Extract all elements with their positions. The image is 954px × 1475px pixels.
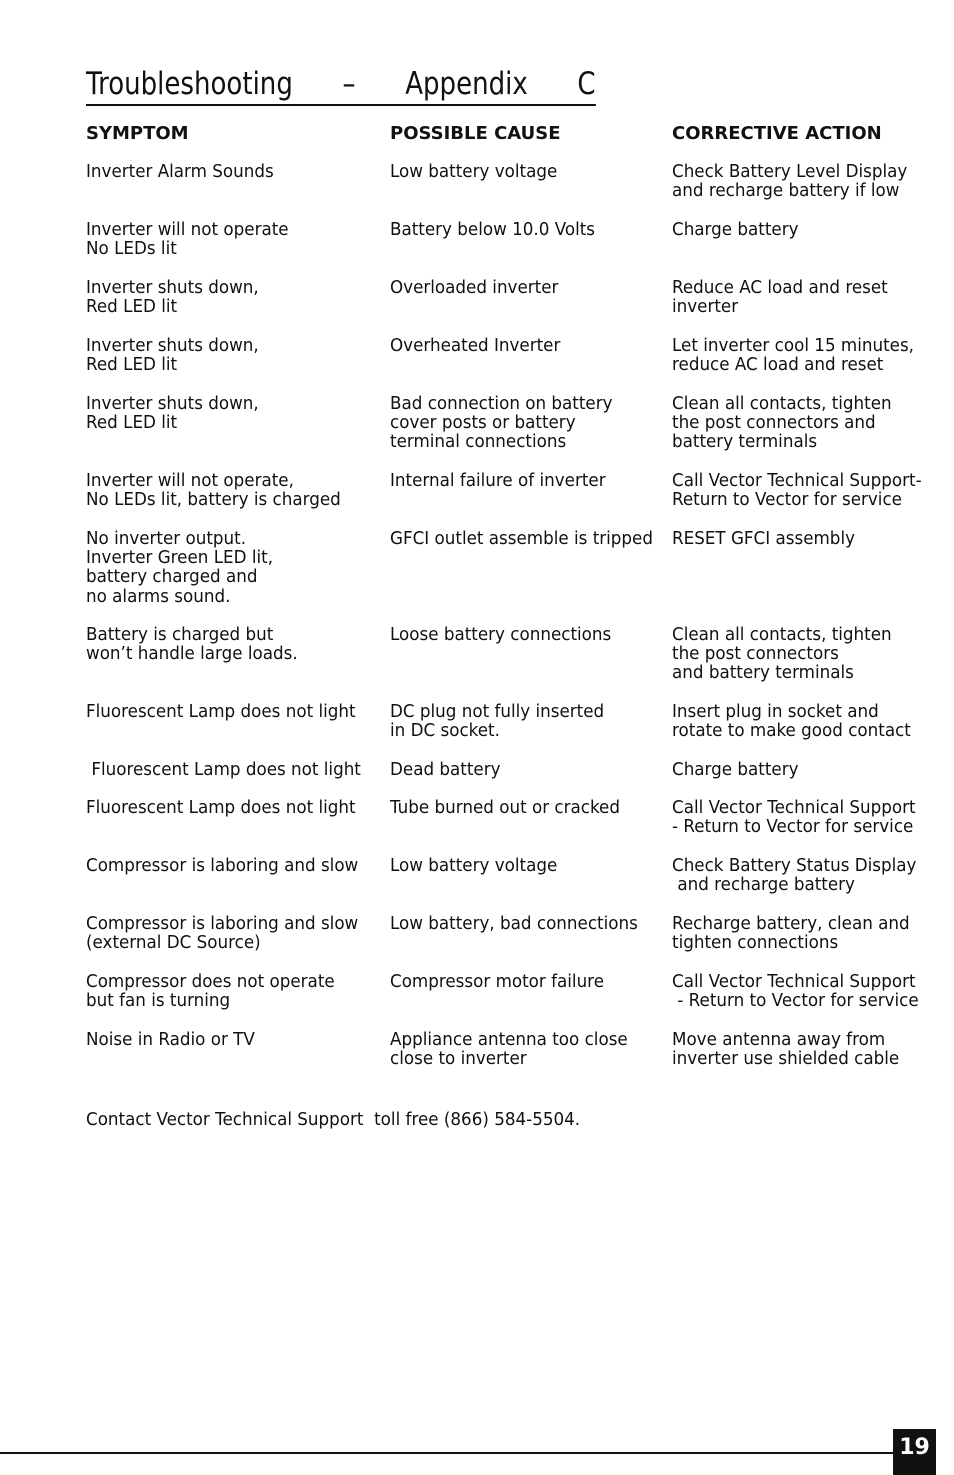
- cause-cell: Loose battery connections: [390, 624, 612, 645]
- cause-cell: GFCI outlet assemble is tripped: [390, 528, 653, 549]
- symptom-cell: Inverter shuts down, Red LED lit: [86, 393, 259, 434]
- cause-cell: Overloaded inverter: [390, 277, 559, 298]
- cause-cell: Overheated Inverter: [390, 335, 561, 356]
- symptom-cell: Fluorescent Lamp does not light: [86, 759, 361, 780]
- action-cell: Clean all contacts, tighten the post connectors and battery terminals: [672, 393, 892, 453]
- symptom-column-header: SYMPTOM: [86, 123, 189, 144]
- cause-cell: Low battery voltage: [390, 161, 558, 182]
- cause-cell: Bad connection on battery cover posts or battery terminal connections: [390, 393, 613, 453]
- symptom-cell: Fluorescent Lamp does not light: [86, 797, 356, 818]
- cause-cell: Low battery voltage: [390, 855, 558, 876]
- action-cell: Insert plug in socket and rotate to make good contact: [672, 701, 911, 742]
- page-title: Troubleshooting – Appendix C: [86, 64, 596, 106]
- cause-cell: Compressor motor failure: [390, 971, 605, 992]
- action-cell: Charge battery: [672, 759, 799, 780]
- action-cell: Check Battery Level Display and recharge battery if low: [672, 161, 908, 202]
- action-cell: Reduce AC load and reset inverter: [672, 277, 888, 318]
- symptom-cell: Compressor does not operate but fan is turning: [86, 971, 335, 1012]
- action-cell: Call Vector Technical Support - Return to Vector for service: [672, 797, 916, 838]
- symptom-cell: Noise in Radio or TV: [86, 1029, 255, 1050]
- action-cell: Charge battery: [672, 219, 799, 240]
- symptom-cell: Compressor is laboring and slow (external DC Source): [86, 913, 359, 954]
- cause-cell: Dead battery: [390, 759, 501, 780]
- cause-cell: Tube burned out or cracked: [390, 797, 620, 818]
- symptom-cell: Battery is charged but won’t handle large loads.: [86, 624, 298, 665]
- symptom-cell: Inverter shuts down, Red LED lit: [86, 335, 259, 376]
- cause-cell: Low battery, bad connections: [390, 913, 638, 934]
- action-cell: Call Vector Technical Support - Return to Vector for service: [672, 971, 919, 1012]
- symptom-cell: Inverter Alarm Sounds: [86, 161, 274, 182]
- page-number: 19: [893, 1429, 936, 1475]
- possible-cause-column-header: POSSIBLE CAUSE: [390, 123, 561, 144]
- action-cell: Let inverter cool 15 minutes, reduce AC load and reset: [672, 335, 915, 376]
- cause-cell: Appliance antenna too close close to inverter: [390, 1029, 628, 1070]
- action-cell: Call Vector Technical Support- Return to Vector for service: [672, 470, 922, 511]
- symptom-cell: Inverter will not operate No LEDs lit: [86, 219, 289, 260]
- cause-cell: Internal failure of inverter: [390, 470, 606, 491]
- cause-cell: DC plug not fully inserted in DC socket.: [390, 701, 605, 742]
- symptom-cell: Inverter shuts down, Red LED lit: [86, 277, 259, 318]
- action-cell: Move antenna away from inverter use shielded cable: [672, 1029, 900, 1070]
- action-cell: Recharge battery, clean and tighten connections: [672, 913, 910, 954]
- cause-cell: Battery below 10.0 Volts: [390, 219, 596, 240]
- symptom-cell: Compressor is laboring and slow: [86, 855, 359, 876]
- action-cell: Clean all contacts, tighten the post connectors and battery terminals: [672, 624, 892, 684]
- symptom-cell: Fluorescent Lamp does not light: [86, 701, 356, 722]
- symptom-cell: No inverter output. Inverter Green LED lit, battery charged and no alarms sound.: [86, 528, 274, 607]
- support-contact-note: Contact Vector Technical Support toll free (866) 584-5504.: [86, 1109, 581, 1130]
- corrective-action-column-header: CORRECTIVE ACTION: [672, 123, 882, 144]
- action-cell: RESET GFCI assembly: [672, 528, 856, 549]
- symptom-cell: Inverter will not operate, No LEDs lit, battery is charged: [86, 470, 341, 511]
- action-cell: Check Battery Status Display and recharge battery: [672, 855, 917, 896]
- footer-rule: [0, 1452, 893, 1454]
